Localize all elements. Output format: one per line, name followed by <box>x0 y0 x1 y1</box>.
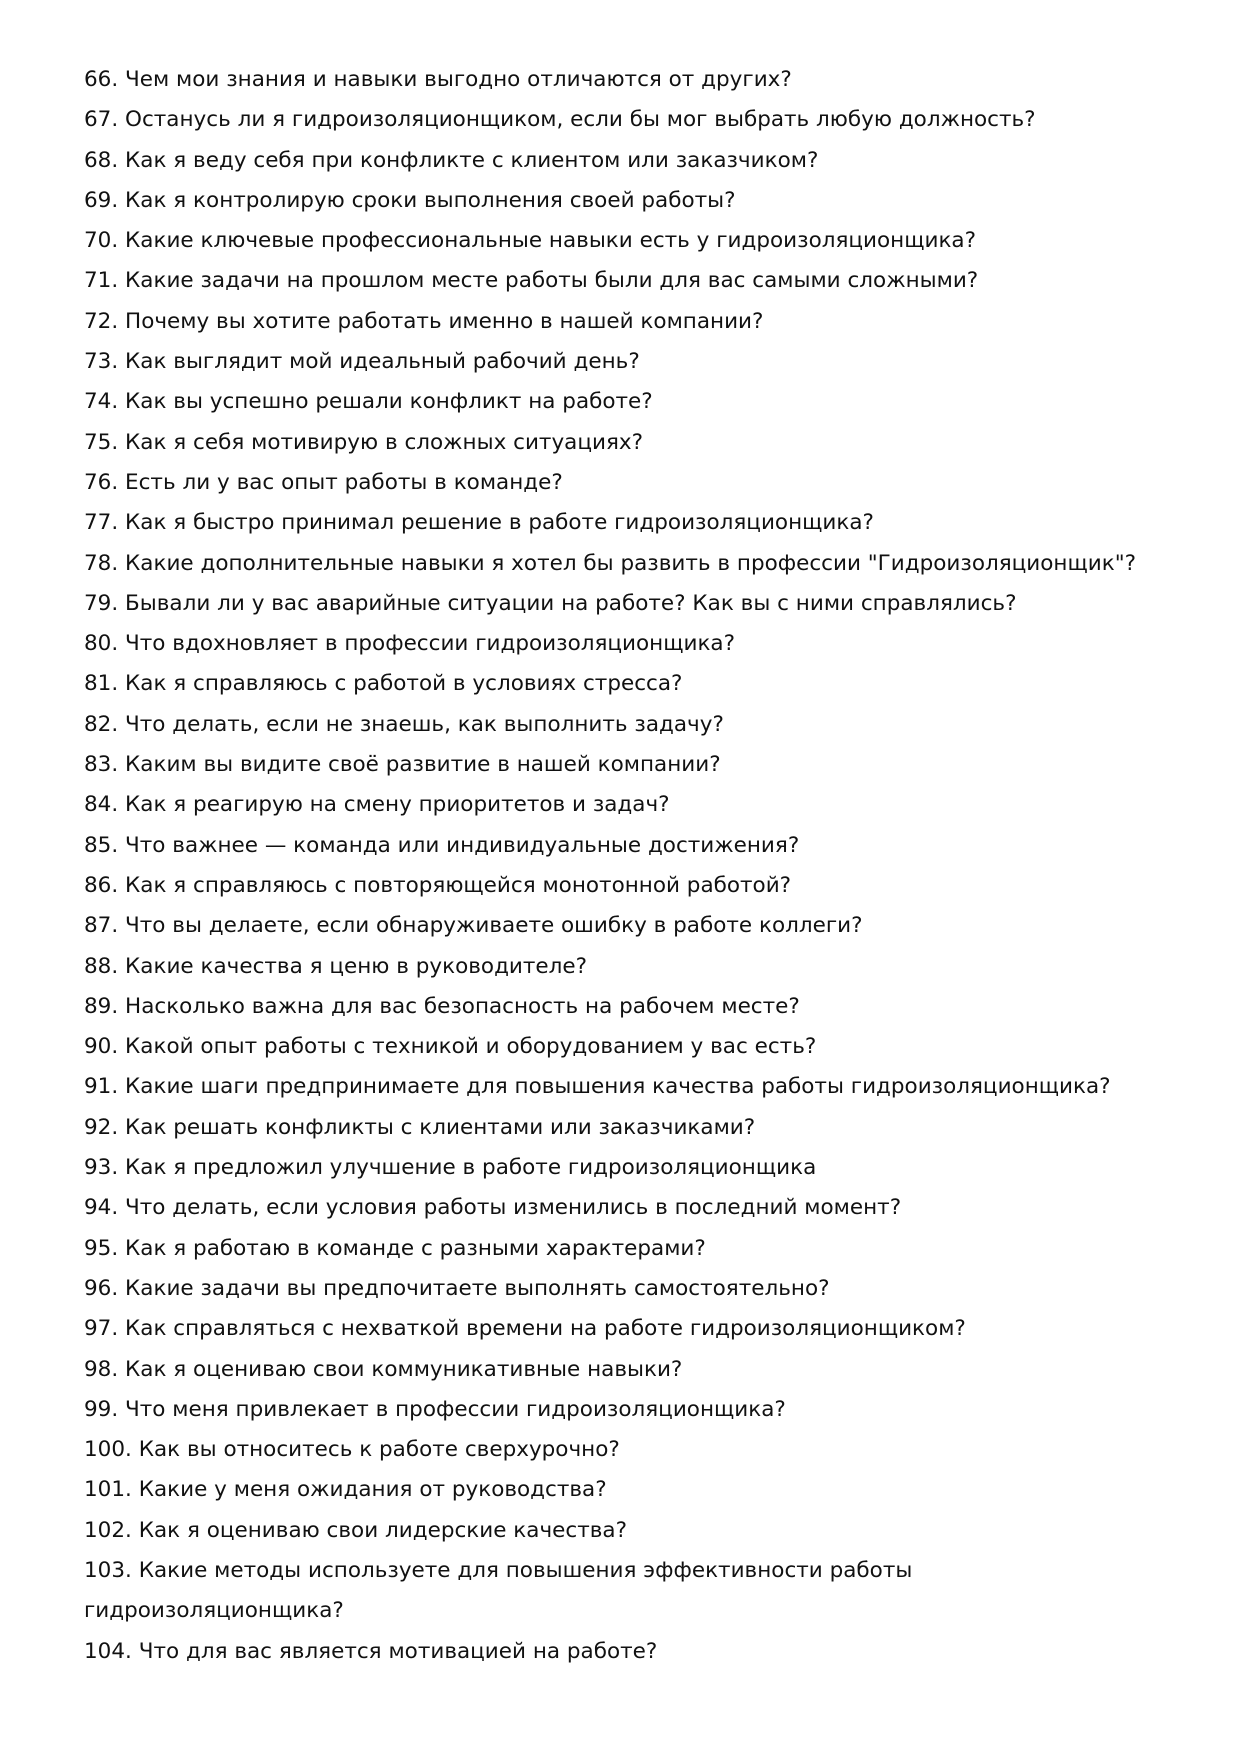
question-item: 67. Останусь ли я гидроизоляционщиком, если бы мог выбрать любую должность? <box>84 107 1036 133</box>
question-item: 103. Какие методы используете для повышения эффективности работы гидроизоляционщика? <box>84 1557 913 1624</box>
question-item: 90. Какой опыт работы с техникой и оборудованием у вас есть? <box>84 1034 817 1060</box>
question-item: 78. Какие дополнительные навыки я хотел бы развить в профессии "Гидроизоляционщик"? <box>84 550 1136 576</box>
question-item: 74. Как вы успешно решали конфликт на работе? <box>84 389 653 415</box>
question-list <box>84 60 1184 1672</box>
question-item: 100. Как вы относитесь к работе сверхурочно? <box>84 1437 620 1463</box>
question-item: 70. Какие ключевые профессиональные навыки есть у гидроизоляционщика? <box>84 228 977 254</box>
question-item: 72. Почему вы хотите работать именно в нашей компании? <box>84 308 764 334</box>
question-item: 95. Как я работаю в команде с разными характерами? <box>84 1235 706 1261</box>
question-item: 75. Как я себя мотивирую в сложных ситуациях? <box>84 429 644 455</box>
question-item: 102. Как я оцениваю свои лидерские качества? <box>84 1517 628 1543</box>
question-item: 77. Как я быстро принимал решение в работе гидроизоляционщика? <box>84 510 874 536</box>
question-item: 99. Что меня привлекает в профессии гидроизоляционщика? <box>84 1396 786 1422</box>
question-item: 101. Какие у меня ожидания от руководства? <box>84 1477 607 1503</box>
question-item: 92. Как решать конфликты с клиентами или заказчиками? <box>84 1114 756 1140</box>
question-item: 96. Какие задачи вы предпочитаете выполнять самостоятельно? <box>84 1275 830 1301</box>
question-item: 71. Какие задачи на прошлом месте работы были для вас самыми сложными? <box>84 268 979 294</box>
question-item: 91. Какие шаги предпринимаете для повышения качества работы гидроизоляционщика? <box>84 1074 1111 1100</box>
question-item: 86. Как я справляюсь с повторяющейся монотонной работой? <box>84 872 792 898</box>
question-item: 73. Как выглядит мой идеальный рабочий день? <box>84 349 640 375</box>
question-item: 83. Каким вы видите своё развитие в нашей компании? <box>84 752 721 778</box>
question-item: 93. Как я предложил улучшение в работе гидроизоляционщика <box>84 1155 817 1181</box>
question-item: 97. Как справляться с нехваткой времени на работе гидроизоляционщиком? <box>84 1316 966 1342</box>
question-item: 98. Как я оцениваю свои коммуникативные навыки? <box>84 1356 683 1382</box>
question-item: 85. Что важнее — команда или индивидуальные достижения? <box>84 832 800 858</box>
question-item: 69. Как я контролирую сроки выполнения своей работы? <box>84 187 736 213</box>
question-item: 66. Чем мои знания и навыки выгодно отличаются от других? <box>84 67 792 92</box>
question-item: 88. Какие качества я ценю в руководителе? <box>84 953 588 979</box>
question-item: 87. Что вы делаете, если обнаруживаете ошибку в работе коллеги? <box>84 913 863 939</box>
question-item: 80. Что вдохновляет в профессии гидроизоляционщика? <box>84 631 736 657</box>
question-item: 89. Насколько важна для вас безопасность на рабочем месте? <box>84 993 800 1019</box>
question-item: 68. Как я веду себя при конфликте с клиентом или заказчиком? <box>84 147 819 173</box>
question-item: 104. Что для вас является мотивацией на работе? <box>84 1638 658 1664</box>
question-item: 76. Есть ли у вас опыт работы в команде? <box>84 469 563 495</box>
question-item: 82. Что делать, если не знаешь, как выполнить задачу? <box>84 711 724 737</box>
question-item: 79. Бывали ли у вас аварийные ситуации на работе? Как вы с ними справлялись? <box>84 590 1017 616</box>
question-item: 84. Как я реагирую на смену приоритетов и задач? <box>84 792 670 818</box>
question-item: 81. Как я справляюсь с работой в условиях стресса? <box>84 671 683 697</box>
question-item: 94. Что делать, если условия работы изменились в последний момент? <box>84 1195 902 1221</box>
